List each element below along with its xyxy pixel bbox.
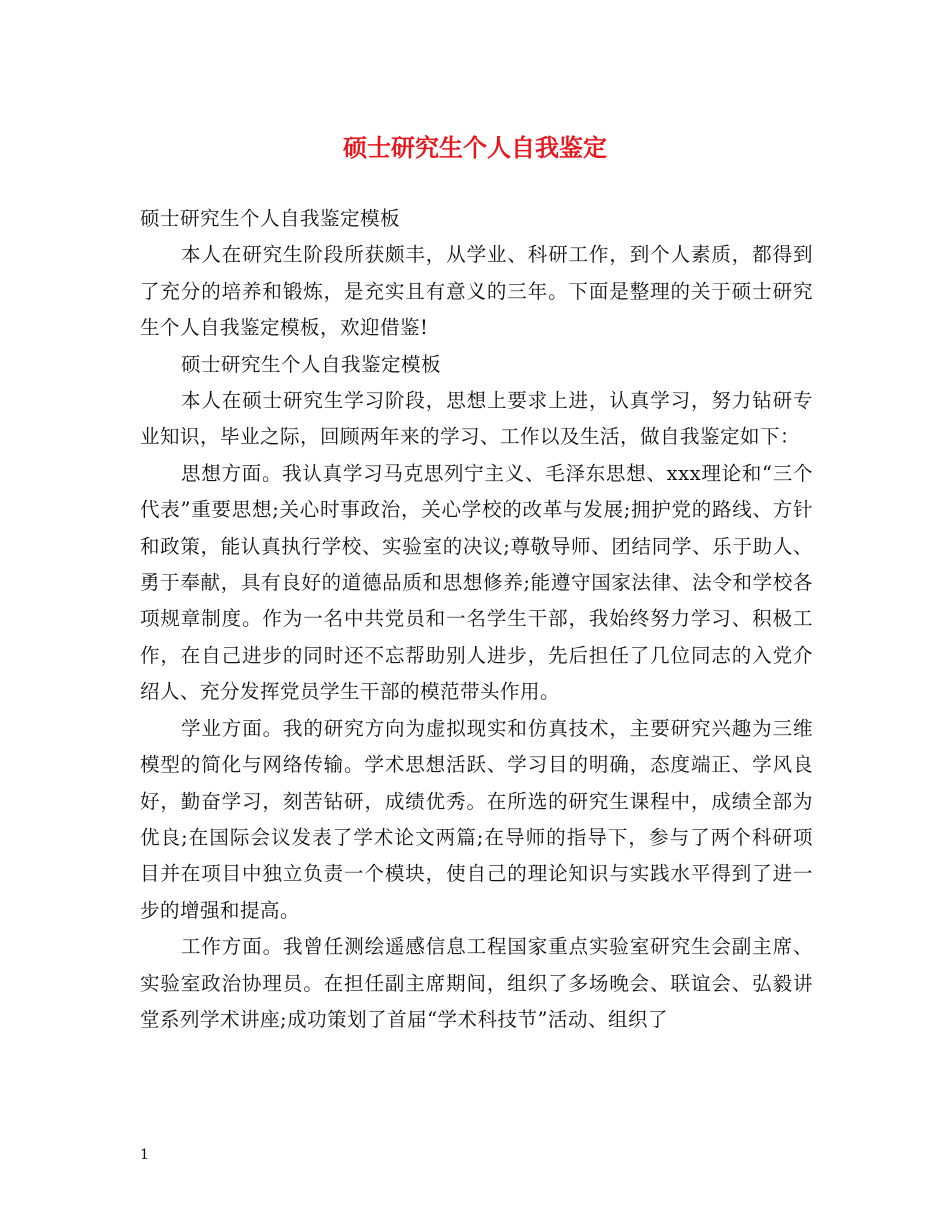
document-body xyxy=(140,201,813,1038)
paragraph-ideology: 思想方面。我认真学习马克思列宁主义、毛泽东思想、xxx理论和“三个代表”重要思想;关心时事政治，关心学校的改革与发展;拥护党的路线、方针和政策，能认真执行学校、实验室的决议;尊敬导师、团结同学、乐于助人、勇于奉献，具有良好的道德品质和思想修养;能遵守国家法律、法令和学校各项规章制度。作为一名中共党员和一名学生干部，我始终努力学习、积极工作，在自己进步的同时还不忘帮助别人进步，先后担任了几位同志的入党介绍人、充分发挥党员学生干部的模范带头作用。 xyxy=(140,461,813,704)
paragraph-template-heading: 硕士研究生个人自我鉴定模板 xyxy=(181,352,442,376)
paragraph-intro: 本人在研究生阶段所获颇丰，从学业、科研工作，到个人素质，都得到了充分的培养和锻炼，是充实且有意义的三年。下面是整理的关于硕士研究生个人自我鉴定模板，欢迎借鉴! xyxy=(140,243,813,340)
paragraph-subtitle: 硕士研究生个人自我鉴定模板 xyxy=(140,207,401,230)
paragraph-overview: 本人在硕士研究生学习阶段，思想上要求上进，认真学习，努力钻研专业知识，毕业之际，回顾两年来的学习、工作以及生活，做自我鉴定如下： xyxy=(140,389,813,449)
page-number: 1 xyxy=(140,1147,149,1163)
document-title: 硕士研究生个人自我鉴定 xyxy=(343,133,607,162)
paragraph-academics: 学业方面。我的研究方向为虚拟现实和仿真技术，主要研究兴趣为三维模型的简化与网络传输。学术思想活跃、学习目的明确，态度端正、学风良好，勤奋学习，刻苦钻研，成绩优秀。在所选的研究生课程中，成绩全部为优良;在国际会议发表了学术论文两篇;在导师的指导下，参与了两个科研项目并在项目中独立负责一个模块，使自己的理论知识与实践水平得到了进一步的增强和提高。 xyxy=(140,716,813,922)
paragraph-work: 工作方面。我曾任测绘遥感信息工程国家重点实验室研究生会副主席、实验室政治协理员。在担任副主席期间，组织了多场晚会、联谊会、弘毅讲堂系列学术讲座;成功策划了首届“学术科技节”活动、组织了 xyxy=(140,935,813,1031)
